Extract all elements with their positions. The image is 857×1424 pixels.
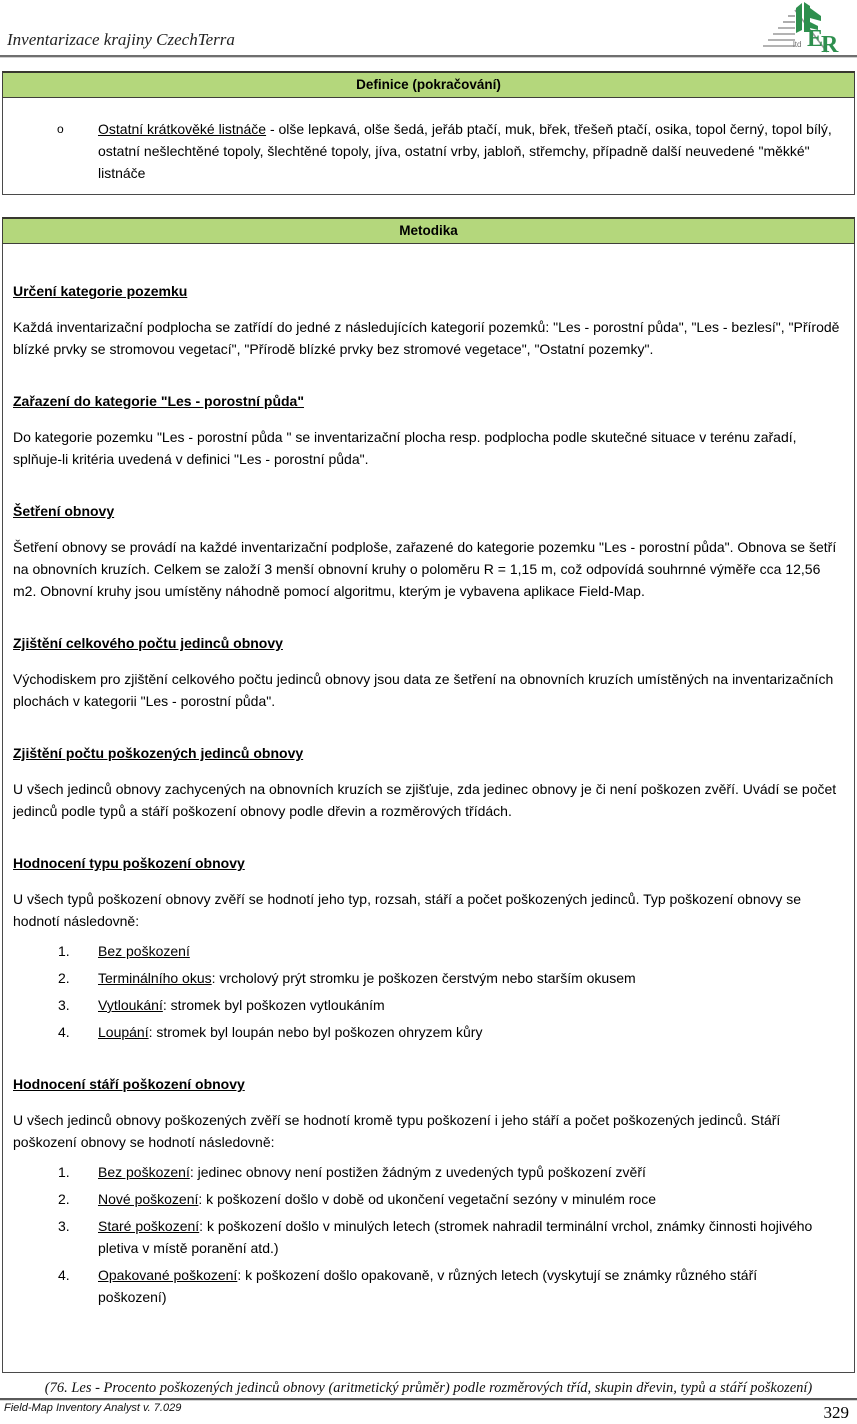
section-metodika xyxy=(2,217,855,1373)
list-number: 1. xyxy=(58,1164,70,1180)
section-body-definice xyxy=(2,98,855,195)
app-version-label: Field-Map Inventory Analyst v. 7.029 xyxy=(4,1402,182,1414)
term-label: Bez poškození xyxy=(98,1164,190,1180)
ifer-logo-icon xyxy=(755,2,843,54)
list-number: 3. xyxy=(58,997,70,1013)
subsection-heading: Určení kategorie pozemku xyxy=(13,283,188,299)
list-item xyxy=(11,994,846,1016)
section-body-metodika xyxy=(2,244,855,1373)
list-text xyxy=(98,940,846,962)
list-item xyxy=(17,118,838,184)
list-text xyxy=(98,994,846,1016)
term-label: Opakované poškození xyxy=(98,1267,238,1283)
page-header xyxy=(0,0,857,58)
subsection-heading: Zjištění celkového počtu jedinců obnovy xyxy=(13,635,283,651)
paragraph: U všech jedinců obnovy zachycených na obnovních kruzích se zjišťuje, zda jedinec obnovy je či není poškozen zvěří. Uvádí se počet jedinců podle typů a stáří poškození obnovy podle dřevin a rozměrových třídách. xyxy=(13,781,837,819)
list-text xyxy=(98,1264,846,1308)
term-label: Bez poškození xyxy=(98,943,190,959)
term-definition: : jedinec obnovy není postižen žádným z uvedených typů poškození zvěří xyxy=(189,1164,646,1180)
paragraph: U všech typů poškození obnovy zvěří se hodnotí jeho typ, rozsah, stáří a počet poškozených jedinců. Typ poškození obnovy se hodnotí následovně: xyxy=(13,891,802,929)
list-number: 2. xyxy=(58,1191,70,1207)
list-number: 3. xyxy=(58,1218,70,1234)
list-item xyxy=(11,967,846,989)
term-definition: - olše lepkavá, olše šedá, jeřáb ptačí, muk, břek, třešeň ptačí, osika, topol černý, topol bílý, ostatní nešlechtěné topoly, šlechtěné topoly, jíva, ostatní vrby, jabloň, střemchy, případně další neuvedené "měkké" listnáče xyxy=(98,121,832,181)
term-definition: : stromek byl loupán nebo byl poškozen ohryzem kůry xyxy=(148,1024,483,1040)
list-item xyxy=(11,1021,846,1043)
damage-age-list xyxy=(11,1161,846,1308)
list-item xyxy=(11,1215,846,1259)
term-label: Staré poškození xyxy=(98,1218,200,1234)
svg-text:R: R xyxy=(821,32,839,54)
list-item xyxy=(11,1161,846,1183)
term-label: Ostatní krátkověké listnáče xyxy=(98,121,267,137)
subsection-heading: Hodnocení typu poškození obnovy xyxy=(13,855,245,871)
list-text xyxy=(98,1188,846,1210)
subsection-heading: Šetření obnovy xyxy=(13,503,115,519)
list-text xyxy=(98,1021,846,1043)
logo-sub-label: ltd xyxy=(793,40,802,49)
list-text xyxy=(98,1161,846,1183)
list-item xyxy=(11,1264,846,1308)
section-header-definice: Definice (pokračování) xyxy=(2,71,855,98)
list-number: 4. xyxy=(58,1024,70,1040)
document-title: Inventarizace krajiny CzechTerra xyxy=(7,30,235,49)
list-text xyxy=(98,1215,846,1259)
term-definition: : stromek byl poškozen vytloukáním xyxy=(162,997,385,1013)
bullet-marker: o xyxy=(57,122,64,136)
term-definition: : k poškození došlo v minulých letech (stromek nahradil terminální vrchol, známky činnosti hojivého pletiva v místě poranění atd.) xyxy=(98,1218,813,1256)
list-item xyxy=(11,940,846,962)
subsection-heading: Hodnocení stáří poškození obnovy xyxy=(13,1076,245,1092)
paragraph: Východiskem pro zjištění celkového počtu jedinců obnovy jsou data ze šetření na obnovních kruzích umístěných na inventarizačních plochách v kategorii "Les - porostní půda". xyxy=(13,671,834,709)
header-rule xyxy=(0,55,857,58)
term-label: Vytloukání xyxy=(98,997,163,1013)
term-label: Terminálního okus xyxy=(98,970,212,986)
damage-type-list xyxy=(11,940,846,1043)
term-label: Nové poškození xyxy=(98,1191,199,1207)
term-definition: : vrcholový prýt stromku je poškozen čerstvým nebo starším okusem xyxy=(211,970,636,986)
subsection-heading: Zařazení do kategorie "Les - porostní půda" xyxy=(13,393,304,409)
list-number: 1. xyxy=(58,943,70,959)
paragraph: Do kategorie pozemku "Les - porostní půda " se inventarizační plocha resp. podplocha podle skutečné situace v terénu zařadí, splňuje-li kritéria uvedená v definici "Les - porostní půda". xyxy=(13,429,797,467)
list-number: 2. xyxy=(58,970,70,986)
term-label: Loupání xyxy=(98,1024,149,1040)
footer-caption: (76. Les - Procento poškozených jedinců obnovy (aritmetický průměr) podle rozměrových tříd, skupin dřevin, typů a stáří poškození) xyxy=(44,1380,813,1396)
section-definice xyxy=(2,71,855,195)
paragraph: U všech jedinců obnovy poškozených zvěří se hodnotí kromě typu poškození i jeho stáří a počet poškozených jedinců. Stáří poškození obnovy se hodnotí následovně: xyxy=(13,1112,781,1150)
term-definition: : k poškození došlo v době od ukončení vegetační sezóny v minulém roce xyxy=(198,1191,657,1207)
section-header-metodika: Metodika xyxy=(2,217,855,244)
page-number: 329 xyxy=(823,1403,849,1422)
svg-text:E: E xyxy=(807,26,824,52)
list-text xyxy=(98,967,846,989)
footer-rule xyxy=(0,1398,857,1401)
paragraph: Každá inventarizační podplocha se zatřídí do jedné z následujících kategorií pozemků: "Les - porostní půda", "Les - bezlesí", "Přírodě blízké prvky se stromovou vegetací", "Přírodě blízké prvky bez stromové vegetace", "Ostatní pozemky". xyxy=(13,319,840,357)
list-number: 4. xyxy=(58,1267,70,1283)
page-footer xyxy=(0,1376,857,1424)
paragraph: Šetření obnovy se provádí na každé inventarizační podploše, zařazené do kategorie pozemku "Les - porostní půda". Obnova se šetří na obnovních kruzích. Celkem se založí 3 menší obnovní kruhy o poloměru R = 1,15 m, což odpovídá souhrnné výměře cca 12,56 m2. Obnovní kruhy jsou umístěny náhodně pomocí algoritmu, kterým je vybavena aplikace Field-Map. xyxy=(13,539,837,599)
term-definition: : k poškození došlo opakovaně, v různých letech (vyskytují se známky různého stáří poškození) xyxy=(98,1267,758,1305)
list-item xyxy=(11,1188,846,1210)
bullet-text xyxy=(98,118,838,184)
subsection-heading: Zjištění počtu poškozených jedinců obnovy xyxy=(13,745,304,761)
